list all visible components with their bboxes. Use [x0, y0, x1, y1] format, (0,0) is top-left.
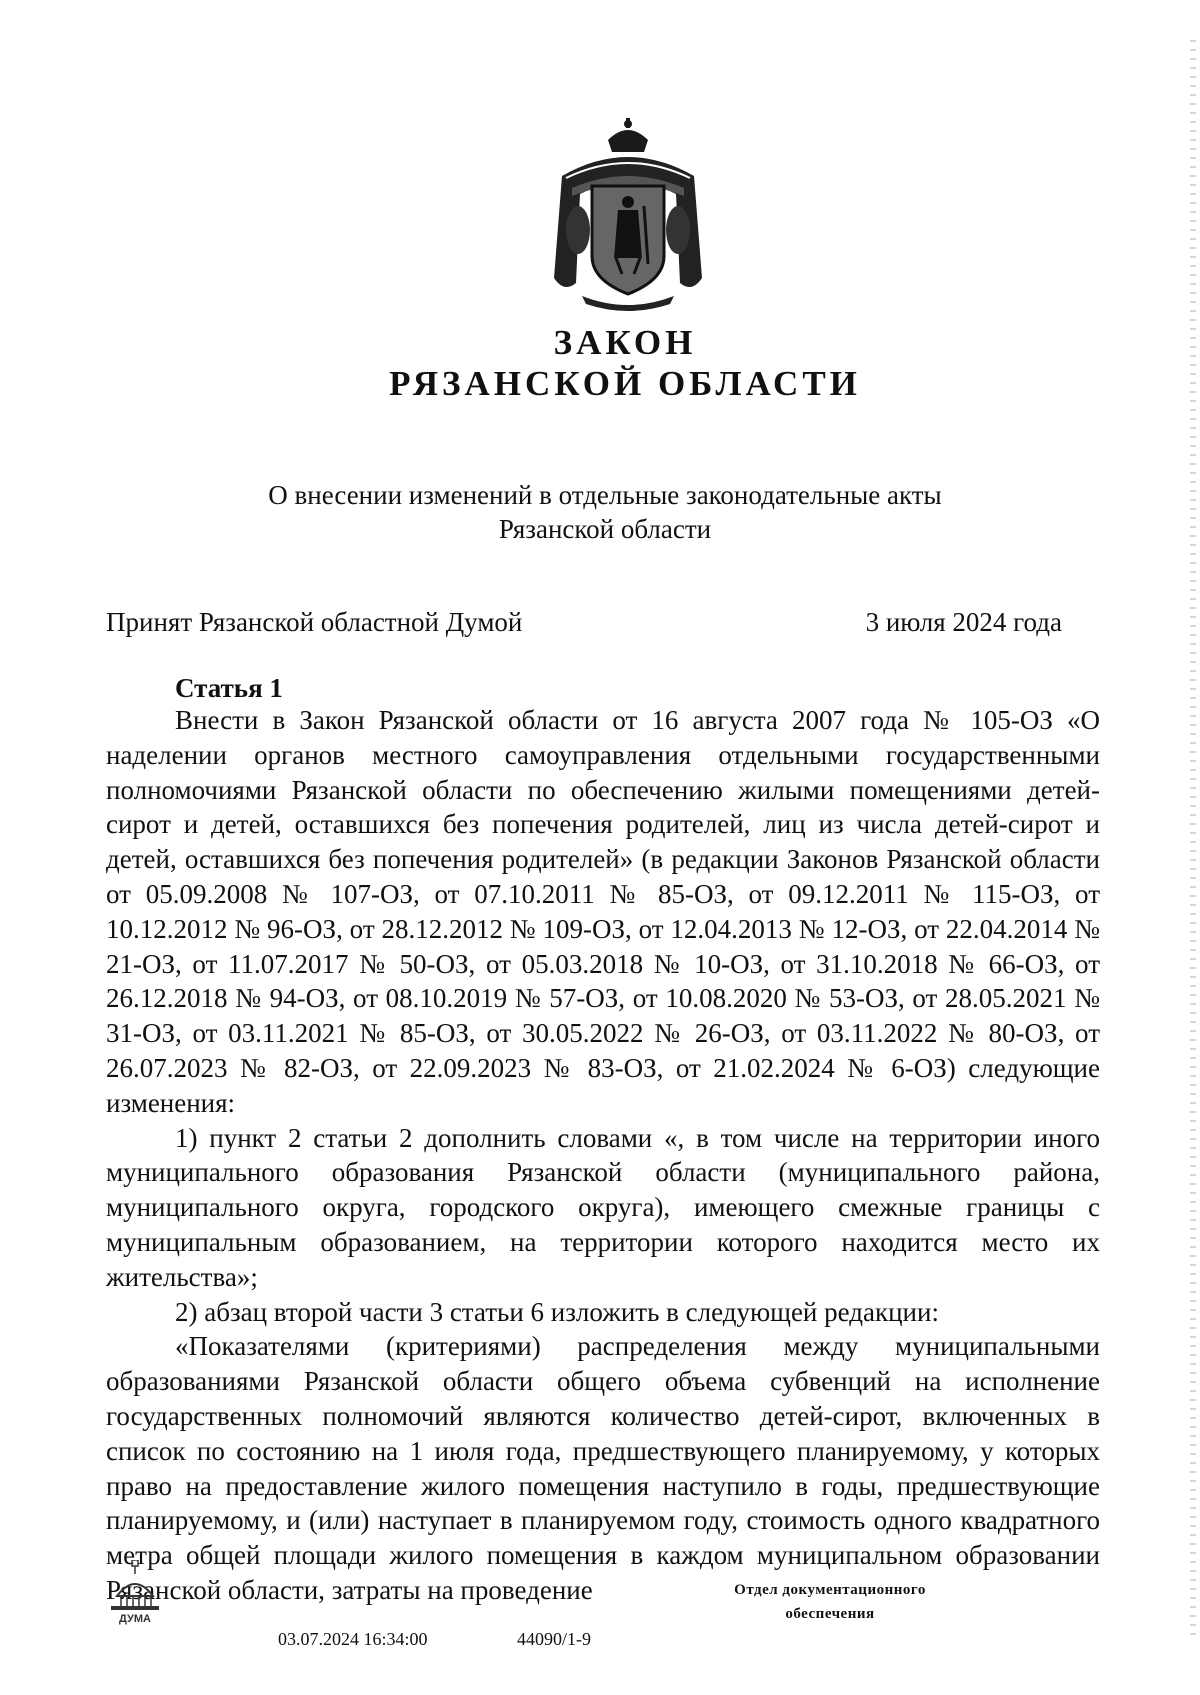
article-body: [106, 703, 1100, 1608]
law-subject: [0, 478, 1200, 546]
department-stamp: [680, 1578, 980, 1626]
adoption-date: 3 июля 2024 года: [865, 607, 1062, 637]
ryazan-coat-of-arms-icon: [552, 118, 704, 314]
document-type-title: ЗАКОН: [553, 323, 697, 362]
article-paragraph: «Показателями (критериями) распределения между муниципальными образованиями Рязанской области общего объема субвенций на исполнение государственных полномочий являются количество детей-сирот, включенных в список по состоянию на 1 июля года, предшествующего планируемому, у которых право на предоставление жилого помещения наступило в годы, предшествующие планируемому, и (или) наступает в планируемом году, стоимость одного квадратного метра общей площади жилого помещения в каждом муниципальном образовании Рязанской области, затраты на проведение: [106, 1331, 1100, 1605]
article-heading: Статья 1: [175, 673, 283, 703]
region-title: РЯЗАНСКОЙ ОБЛАСТИ: [389, 364, 861, 403]
article-paragraph: Внести в Закон Рязанской области от 16 августа 2007 года № 105-ОЗ «О наделении органов местного самоуправления отдельными государственными полномочиями Рязанской области по обеспечению жилыми помещениями детей-сирот и детей, оставшихся без попечения родителей, лиц из числа детей-сирот и детей, оставшихся без попечения родителей» (в редакции Законов Рязанской области от 05.09.2008 № 107-ОЗ, от 07.10.2011 № 85-ОЗ, от 09.12.2011 № 115-ОЗ, от 10.12.2012 № 96-ОЗ, от 28.12.2012 № 109-ОЗ, от 12.04.2013 № 12-ОЗ, от 22.04.2014 № 21-ОЗ, от 11.07.2017 № 50-ОЗ, от 05.03.2018 № 10-ОЗ, от 31.10.2018 № 66-ОЗ, от 26.12.2018 № 94-ОЗ, от 08.10.2019 № 57-ОЗ, от 10.08.2020 № 53-ОЗ, от 28.05.2021 № 31-ОЗ, от 03.11.2021 № 85-ОЗ, от 30.05.2022 № 26-ОЗ, от 03.11.2022 № 80-ОЗ, от 26.07.2023 № 82-ОЗ, от 22.09.2023 № 83-ОЗ, от 21.02.2024 № 6-ОЗ) следующие изменения:: [106, 705, 1100, 1118]
duma-building-icon: [107, 1560, 163, 1626]
department-stamp-line-1: Отдел документационного: [734, 1582, 926, 1598]
article-paragraph: 1) пункт 2 статьи 2 дополнить словами «, в том числе на территории иного муниципального образования Рязанской области (муниципального района, муниципального округа, городского округа), имеющего смежные границы с муниципальным образованием, на территории которого находится место их жительства»;: [106, 1122, 1100, 1292]
subject-line-2: Рязанской области: [498, 514, 712, 544]
duma-logo-label: ДУМА: [119, 1613, 151, 1625]
registration-number: 44090/1-9: [517, 1629, 591, 1649]
subject-line-1: О внесении изменений в отдельные законодательные акты: [268, 480, 942, 510]
article-paragraph: 2) абзац второй части 3 статьи 6 изложить в следующей редакции:: [175, 1296, 939, 1327]
scan-margin-strip: [1190, 40, 1196, 1640]
adoption-label: Принят Рязанской областной Думой: [106, 607, 523, 637]
department-stamp-line-2: обеспечения: [785, 1606, 875, 1622]
registration-datetime: 03.07.2024 16:34:00: [278, 1629, 428, 1649]
